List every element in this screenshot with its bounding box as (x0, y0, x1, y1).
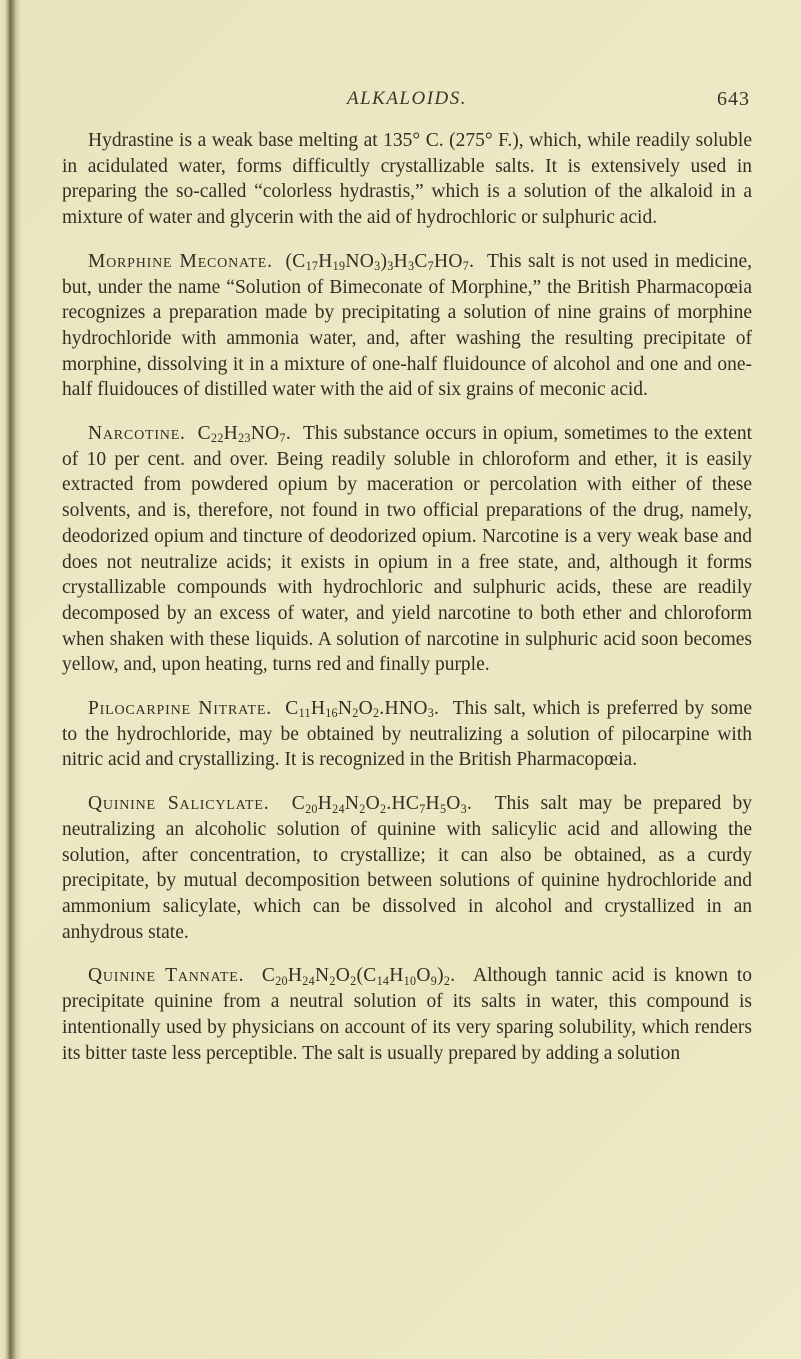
chemical-formula: $C_{11}H_{16}N_2O_2.HNO_3$. (285, 698, 440, 721)
paragraph-text: This salt is not used in medicine, but, under the name “Solution of Bimeconate of Morphine,” the British Pharmacopœia recognizes a preparation made by precipitating a solution of nine grains of morphine hydrochloride with ammonia water, and, after washing the resulting precipitate of morphine, dissolving it in a mixture of one-half fluidounce of alcohol and one and one-half fluidouces of distilled water with the aid of six grains of meconic acid. (62, 250, 752, 401)
chemical-formula: $C_{20}H_{24}N_2O_2(C_{14}H_{10}O_9)_2$. (261, 965, 456, 988)
paragraph-text: This salt may be prepared by neutralizing an alcoholic solution of quinine with salicylic acid and allowing the solution, after concentration, to crystallize; it can also be obtained, as a curdy precipitate, by mutual decomposition between solutions of quinine hydrochloride and ammonium salicylate, which can be dissolved in alcohol and crystallized in an anhydrous state. (62, 793, 752, 943)
paragraph-text: Although tannic acid is known to precipitate quinine from a neutral solution of its salts in water, this compound is intentionally used by physicians on account of its very sparing solubility, which renders its bitter taste less perceptible. The salt is usually prepared by adding a solution (62, 965, 752, 1064)
paragraph-text: This salt, which is preferred by some to the hydrochloride, may be obtained by neutralizing a solution of pilocarpine with nitric acid and crystallizing. It is recognized in the British Pharmacopœia. (62, 698, 753, 771)
page-binding-edge (0, 0, 22, 1359)
paragraph (62, 249, 752, 403)
paragraph (62, 963, 752, 1066)
paragraph (62, 128, 752, 231)
chemical-formula: $C_{22}H_{23}NO_7$. (197, 423, 292, 446)
compound-heading: Narcotine. (88, 423, 186, 445)
paragraph (62, 696, 752, 773)
compound-heading: Pilocarpine Nitrate. (88, 698, 272, 720)
paragraph-text: This substance occurs in opium, sometimes to the extent of 10 per cent. and over. Being readily soluble in chloroform and ether, it is easily extracted from powdered opium by maceration or percolation with either of these solvents, and is, therefore, not found in two official preparations of the drug, namely, deodorized opium and tincture of deodorized opium. Narcotine is a very weak base and does not neutralize acids; it exists in opium in a free state, and, although it forms crystallizable compounds with hydrochloric and sulphuric acids, these are readily decomposed by an excess of water, and yield narcotine to both ether and chloroform when shaken with these liquids. A solution of narcotine in sulphuric acid soon becomes yellow, and, upon heating, turns red and finally purple. (62, 423, 753, 676)
text-block (62, 128, 752, 1084)
compound-heading: Morphine Meconate. (88, 250, 273, 272)
paragraph (62, 421, 752, 678)
compound-heading: Quinine Tannate. (88, 965, 245, 987)
paragraph (62, 791, 752, 945)
page-number: 643 (717, 88, 750, 110)
running-head-title: ALKALOIDS. (346, 88, 468, 109)
running-head (62, 88, 752, 118)
chemical-formula: $C_{20}H_{24}N_2O_2.HC_7H_5O_3$. (291, 793, 473, 816)
paragraph-text: Hydrastine is a weak base melting at 135° C. (275° F.), which, while readily soluble in acidulated water, forms difficultly crystallizable salts. It is extensively used in preparing the so-called “colorless hydrastis,” which is a solution of the alkaloid in a mixture of water and glycerin with the aid of hydrochloric or sulphuric acid. (62, 130, 752, 229)
compound-heading: Quinine Salicylate. (88, 793, 270, 815)
chemical-formula: $(C_{17}H_{19}NO_3)_3H_3C_7HO_7$. (285, 250, 475, 274)
